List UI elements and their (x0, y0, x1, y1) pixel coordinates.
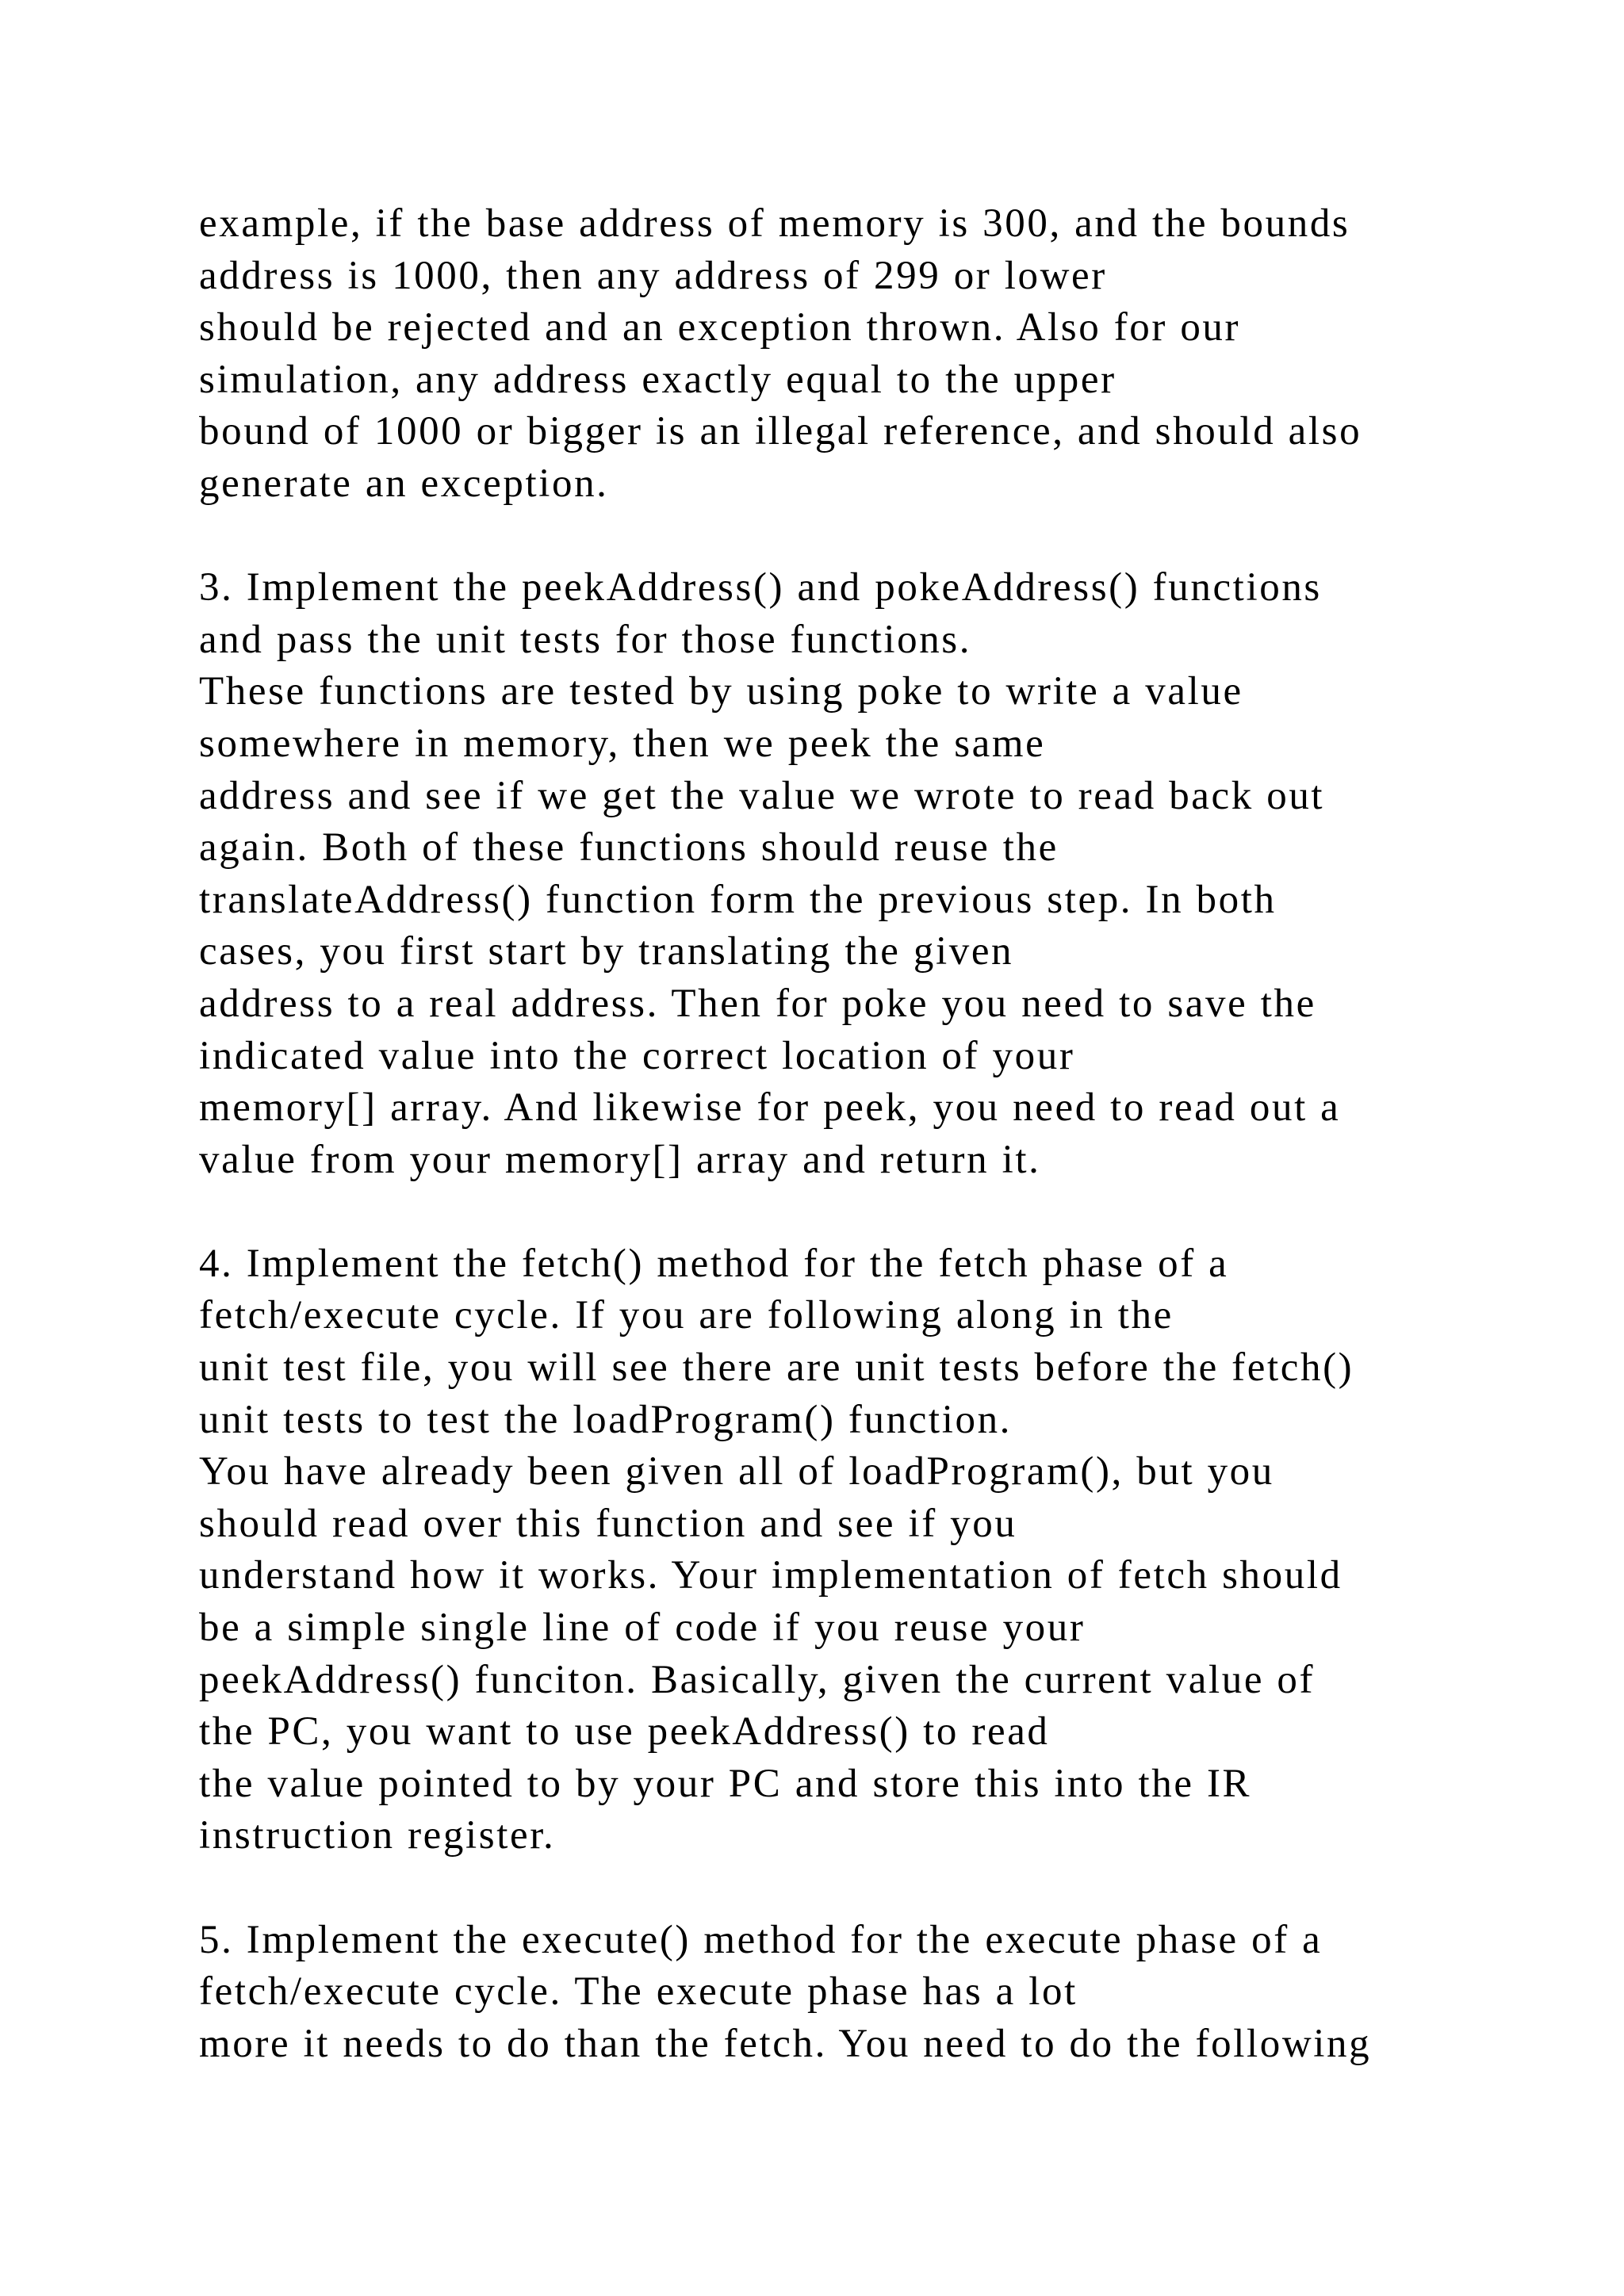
text-line: address to a real address. Then for poke you need to save the (199, 981, 1316, 1026)
text-line: somewhere in memory, then we peek the same (199, 721, 1046, 766)
text-line: 5. Implement the execute() method for the execute phase of a (199, 1917, 1323, 1962)
paragraph-gap (199, 1186, 1547, 1238)
paragraph-step-3 (199, 562, 1547, 1186)
paragraph-gap (199, 511, 1547, 563)
text-line: memory[] array. And likewise for peek, you need to read out a (199, 1085, 1341, 1131)
text-line: should be rejected and an exception thrown. Also for our (199, 305, 1241, 350)
text-line: 4. Implement the fetch() method for the fetch phase of a (199, 1241, 1229, 1286)
text-line: indicated value into the correct location of your (199, 1033, 1075, 1078)
text-line: translateAddress() function form the previous step. In both (199, 877, 1277, 922)
paragraph-gap (199, 1862, 1547, 1915)
text-line: again. Both of these functions should reuse the (199, 825, 1059, 871)
text-line: simulation, any address exactly equal to the upper (199, 357, 1116, 402)
text-line: unit tests to test the loadProgram() function. (199, 1397, 1013, 1442)
text-line: 3. Implement the peekAddress() and pokeAddress() functions (199, 565, 1322, 610)
text-line: unit test file, you will see there are unit tests before the fetch() (199, 1345, 1354, 1391)
text-line: and pass the unit tests for those functions. (199, 617, 972, 662)
text-line: cases, you first start by translating the given (199, 929, 1014, 974)
paragraph-step-5 (199, 1915, 1547, 2071)
text-line: example, if the base address of memory is 300, and the bounds (199, 201, 1350, 246)
text-line: peekAddress() funciton. Basically, given the current value of (199, 1657, 1316, 1702)
paragraph-bounds-example (199, 198, 1547, 511)
text-line: address is 1000, then any address of 299 or lower (199, 253, 1107, 298)
text-line: fetch/execute cycle. The execute phase has a lot (199, 1969, 1078, 2015)
paragraph-step-4 (199, 1238, 1547, 1862)
text-line: be a simple single line of code if you reuse your (199, 1605, 1086, 1651)
text-line: the PC, you want to use peekAddress() to read (199, 1709, 1050, 1755)
text-line: These functions are tested by using poke to write a value (199, 669, 1243, 714)
text-line: fetch/execute cycle. If you are following along in the (199, 1293, 1174, 1338)
text-line: more it needs to do than the fetch. You need to do the following (199, 2021, 1372, 2066)
text-line: should read over this function and see if you (199, 1501, 1017, 1546)
document-body (199, 198, 1547, 2070)
text-line: address and see if we get the value we wrote to read back out (199, 773, 1325, 818)
text-line: value from your memory[] array and return it. (199, 1137, 1041, 1182)
text-line: understand how it works. Your implementation of fetch should (199, 1553, 1342, 1598)
text-line: generate an exception. (199, 461, 609, 506)
text-line: the value pointed to by your PC and store this into the IR (199, 1761, 1252, 1806)
text-line: bound of 1000 or bigger is an illegal reference, and should also (199, 409, 1362, 454)
text-line: instruction register. (199, 1813, 556, 1858)
text-line: You have already been given all of loadProgram(), but you (199, 1449, 1274, 1494)
